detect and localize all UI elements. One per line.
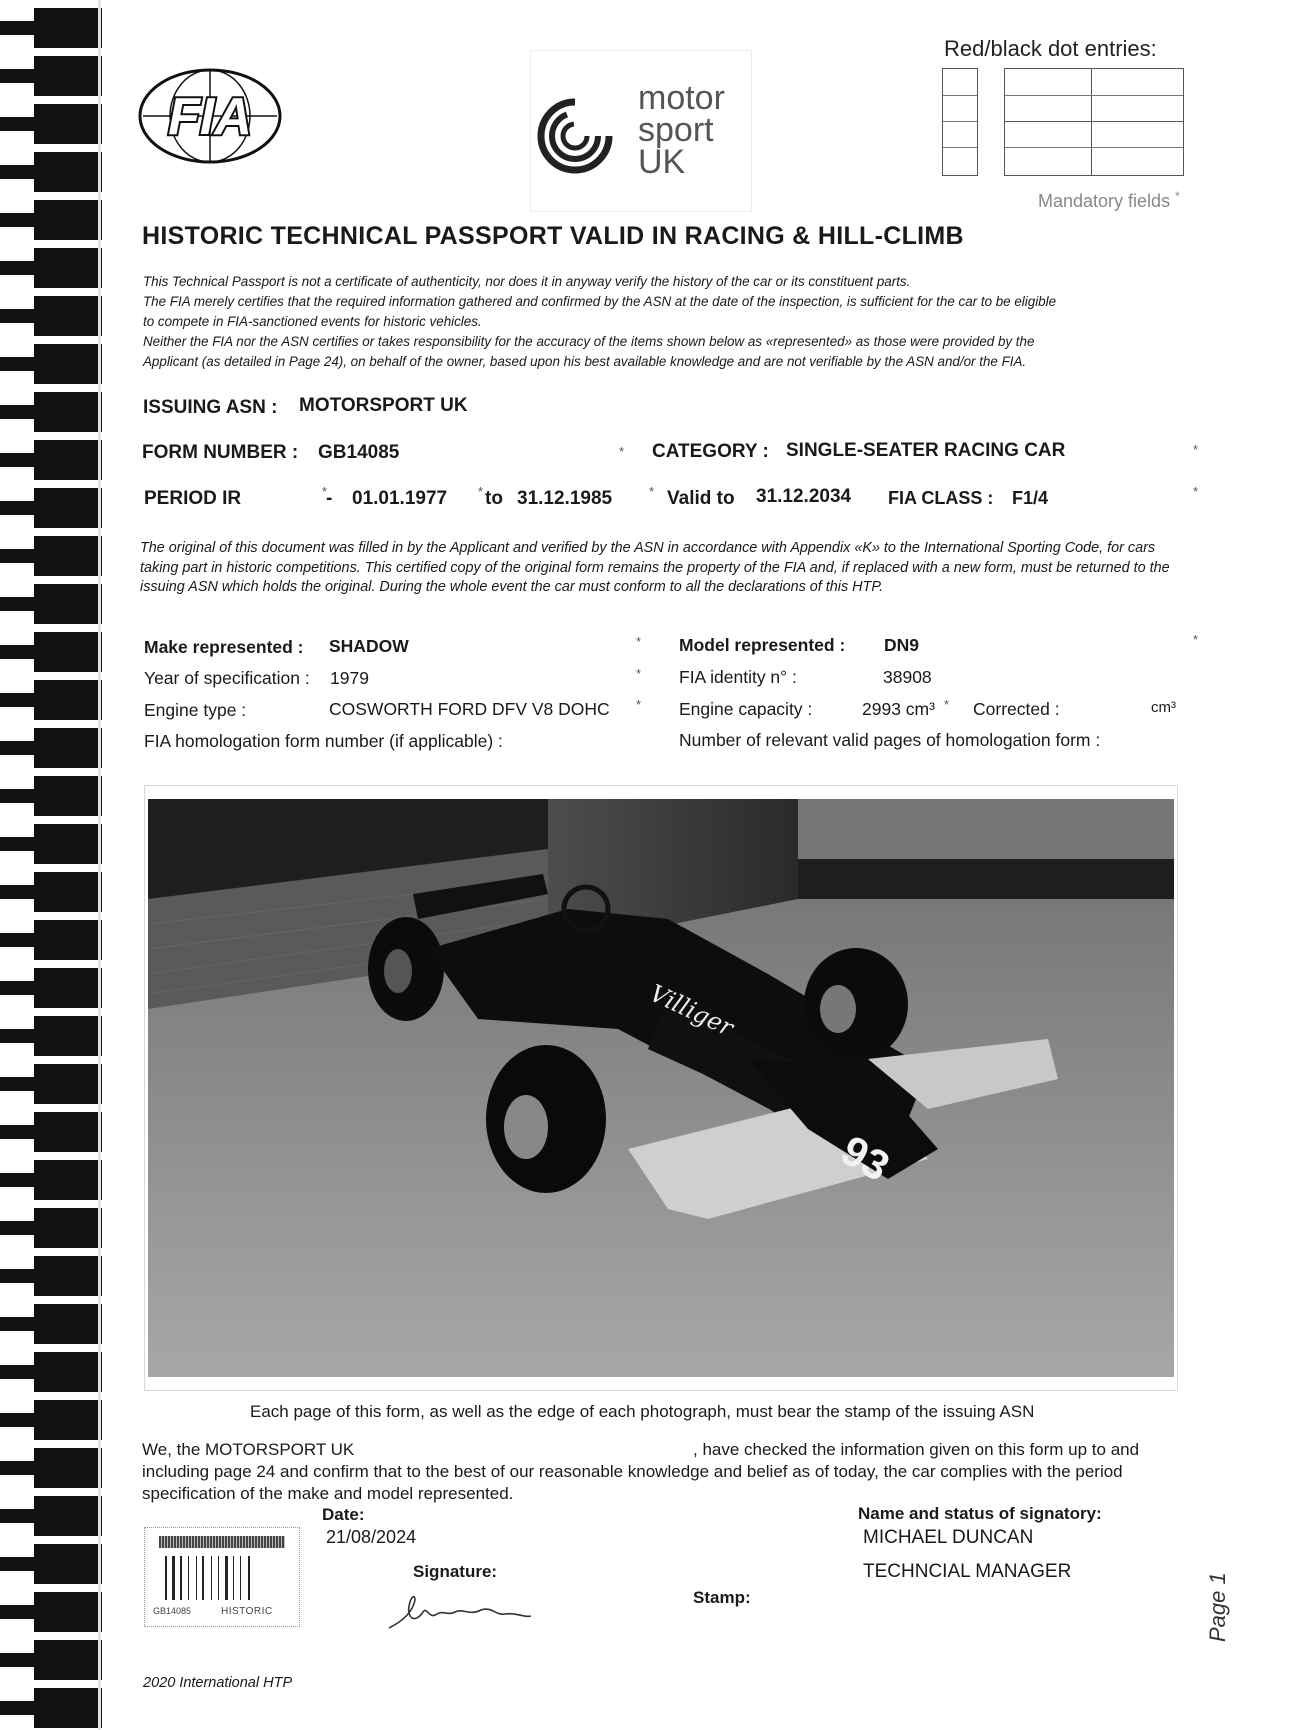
corrected-unit: cm³ [1151,699,1176,716]
year-value: 1979 [330,668,369,688]
dot-entry-box-single [942,68,978,176]
binding-slot [0,885,36,899]
binding-hole [34,1016,102,1056]
disclaimer-line: Neither the FIA nor the ASN certifies or takes responsibility for the accuracy of the items shown below as «represented» as those were provided by the [143,334,1035,349]
binding-hole [34,1544,102,1584]
mandatory-star: * [649,484,655,499]
homologation-pages-label: Number of relevant valid pages of homologation form : [679,730,1101,750]
page-edge [98,0,101,1730]
mandatory-star: * [619,444,625,459]
barcode-bar [248,1556,250,1600]
barcode-bar [233,1556,234,1600]
motorsport-uk-swirl-icon [535,96,615,176]
model-value: DN9 [884,635,920,655]
mandatory-star: * [478,484,484,499]
binding-slot [0,165,36,179]
barcode-bar [202,1556,204,1600]
disclaimer-line: This Technical Passport is not a certificate of authenticity, nor does it in anyway verify the history of the car or its constituent parts. [143,274,911,289]
make-label: Make represented : [144,637,304,657]
binding-hole [34,584,102,624]
category-label: CATEGORY : [652,441,769,462]
binding-slot [0,981,36,995]
homologation-label: FIA homologation form number (if applicable) : [144,731,503,751]
binding-hole [34,1688,102,1728]
binding-hole [34,1352,102,1392]
mandatory-star: * [944,697,950,712]
binding-slot [0,1221,36,1235]
disclaimer [143,272,1183,372]
signatory-label: Name and status of signatory: [858,1504,1102,1523]
signature-label: Signature: [413,1562,498,1581]
binding-slot [0,1461,36,1475]
binding-hole [34,344,102,384]
mandatory-star: * [636,697,642,712]
wordmark-uk: UK [638,143,686,181]
binding-slot [0,549,36,563]
binding-slot [0,789,36,803]
binding-slot [0,1701,36,1715]
period-to: 31.12.1985 [517,488,613,509]
binding-hole [34,872,102,912]
period-to-label: to [485,488,503,509]
binding-slot [0,309,36,323]
original-document-note: The original of this document was filled in by the Applicant and verified by the ASN in accordance with Appendix «K» to the International Sporting Code, for cars taking part in historic competitions. This certified copy of the original form remains the property of the FIA and, if replaced with a new form, must be returned to the issuing ASN which holds the original. During the whole event the car must conform to all the declarations of this HTP. [140,540,1170,595]
binding-slot [0,261,36,275]
mandatory-star: * [636,666,642,681]
binding-slot [0,69,36,83]
mandatory-fields-note [1038,189,1180,212]
binding-slot [0,741,36,755]
binding-hole [34,488,102,528]
binding-hole [34,728,102,768]
binding-slot [0,1077,36,1091]
binding-slot [0,1365,36,1379]
binding-slot [0,1605,36,1619]
binding-slot [0,597,36,611]
disclaimer-line: The FIA merely certifies that the required information gathered and confirmed by the ASN at the date of the inspection, is sufficient for the car to be eligible [143,294,1057,309]
binding-hole [34,1448,102,1488]
dot-entry-box-grid [1004,68,1184,176]
binding-hole [34,536,102,576]
barcode-bar [240,1556,241,1600]
binding-slot [0,21,36,35]
binding-hole [34,1064,102,1104]
binding-hole [34,248,102,288]
mandatory-star: * [322,484,328,499]
engine-capacity-label: Engine capacity : [679,699,813,719]
issuing-asn-value: MOTORSPORT UK [299,395,468,416]
fia-logo [135,66,285,166]
motorsport-uk-wordmark [638,79,725,181]
fia-class-value: F1/4 [1012,488,1049,508]
binding-slot [0,693,36,707]
date-value: 21/08/2024 [326,1527,417,1547]
barcode-bar [211,1556,212,1600]
binding-hole [34,1256,102,1296]
binding-hole [34,200,102,240]
handwritten-signature [385,1580,535,1640]
disclaimer-line: to compete in FIA-sanctioned events for historic vehicles. [143,314,482,329]
binding-hole [34,824,102,864]
form-number-value: GB14085 [318,442,400,463]
engine-type-value: COSWORTH FORD DFV V8 DOHC [329,699,610,719]
fia-identity-label: FIA identity n° : [679,667,797,687]
declaration [142,1439,1192,1505]
binding-slot [0,405,36,419]
barcode-bar [225,1556,228,1600]
binding-hole [34,968,102,1008]
wordmark-motor: motor [638,79,725,117]
form-number-label: FORM NUMBER : [142,442,299,463]
binding-hole [34,8,102,48]
period-from: 01.01.1977 [352,488,448,509]
binding-slot [0,117,36,131]
binding-hole [34,1592,102,1632]
disclaimer-line: Applicant (as detailed in Page 24), on behalf of the owner, based upon his best available knowledge and are not verifiable by the ASN and/or the FIA. [143,354,1027,369]
barcode-bar [180,1556,182,1600]
binding-hole [34,152,102,192]
barcode-tag: HISTORIC [221,1606,273,1617]
barcode-bar [196,1556,197,1600]
dot-entries-title: Red/black dot entries: [944,36,1157,61]
mandatory-star: * [1193,442,1199,457]
stamp-label: Stamp: [693,1588,751,1607]
stamp-requirement-note: Each page of this form, as well as the edge of each photograph, must bear the stamp of the issuing ASN [250,1402,1035,1421]
binding-slot [0,1029,36,1043]
binding-hole [34,1112,102,1152]
binding-slot [0,1125,36,1139]
mandatory-star: * [1193,484,1199,499]
signatory-name: MICHAEL DUNCAN [863,1527,1034,1548]
binding-hole [34,1304,102,1344]
barcode-id: GB14085 [153,1606,192,1616]
engine-type-label: Engine type : [144,700,247,720]
declaration-we: We, the [142,1440,201,1459]
binding-slot [0,501,36,515]
barcode-bar [188,1556,189,1600]
binding-hole [34,1208,102,1248]
mandatory-star: * [636,634,642,649]
car-number: 93 [833,1126,898,1191]
binding-slot [0,1317,36,1331]
binding-slot [0,645,36,659]
barcode-bar [172,1556,175,1600]
declaration-line-1 [142,1439,1192,1461]
binding-hole [34,920,102,960]
binding-hole [34,392,102,432]
declaration-text-1: , have checked the information given on this form up to and [693,1440,1140,1459]
barcode-bar [165,1556,167,1600]
engine-capacity-value: 2993 cm³ [862,699,935,719]
binding-hole [34,1496,102,1536]
document-title: HISTORIC TECHNICAL PASSPORT VALID IN RACING & HILL-CLIMB [142,222,964,250]
binding-slot [0,453,36,467]
binding-hole [34,1160,102,1200]
issuing-asn-label: ISSUING ASN : [143,397,278,418]
fia-class-label: FIA CLASS : [888,488,994,508]
date-label: Date: [322,1505,365,1524]
barcode-bars [165,1556,279,1600]
binding-hole [34,1640,102,1680]
declaration-asn: MOTORSPORT UK [205,1440,355,1459]
footer-note: 2020 International HTP [143,1675,293,1691]
declaration-line-3: specification of the make and model represented. [142,1484,514,1503]
binding-hole [34,776,102,816]
binding-hole [34,632,102,672]
corrected-label: Corrected : [973,699,1060,719]
valid-to-label: Valid to [667,488,735,509]
signatory-title: TECHNCIAL MANAGER [863,1561,1072,1582]
mandatory-star: * [1193,632,1199,647]
car-photograph [148,799,1174,1377]
binding-slot [0,1269,36,1283]
binding-slot [0,1413,36,1427]
barcode-label [144,1527,300,1627]
binding-slot [0,933,36,947]
binding-hole [34,56,102,96]
binding-slot [0,357,36,371]
make-value: SHADOW [329,636,409,656]
period-label: PERIOD IR [144,488,242,509]
binding-hole [34,104,102,144]
page-number: Page 1 [1205,1572,1230,1642]
fia-identity-value: 38908 [883,667,932,687]
binding-slot [0,1557,36,1571]
valid-to-value: 31.12.2034 [756,486,852,507]
mandatory-star: * [1175,189,1180,203]
period-dash: - [326,488,333,509]
category-value: SINGLE-SEATER RACING CAR [786,440,1066,461]
wordmark-sport: sport [638,111,714,149]
binding-slot [0,837,36,851]
binding-slot [0,213,36,227]
fia-logo-text: FIA [168,88,252,146]
binding-slot [0,1653,36,1667]
binding-hole [34,680,102,720]
barcode-bar [218,1556,219,1600]
model-label: Model represented : [679,635,846,655]
binding-hole [34,296,102,336]
binding-slot [0,1509,36,1523]
binding-strip [0,0,100,1730]
car-livery: Villiger [645,979,738,1042]
year-label: Year of specification : [144,668,310,688]
binding-slot [0,1173,36,1187]
binding-hole [34,440,102,480]
binding-hole [34,1400,102,1440]
declaration-line-2: including page 24 and confirm that to the best of our reasonable knowledge and belief as of today, the car complies with the period [142,1462,1123,1481]
mandatory-fields-label: Mandatory fields [1038,191,1171,211]
